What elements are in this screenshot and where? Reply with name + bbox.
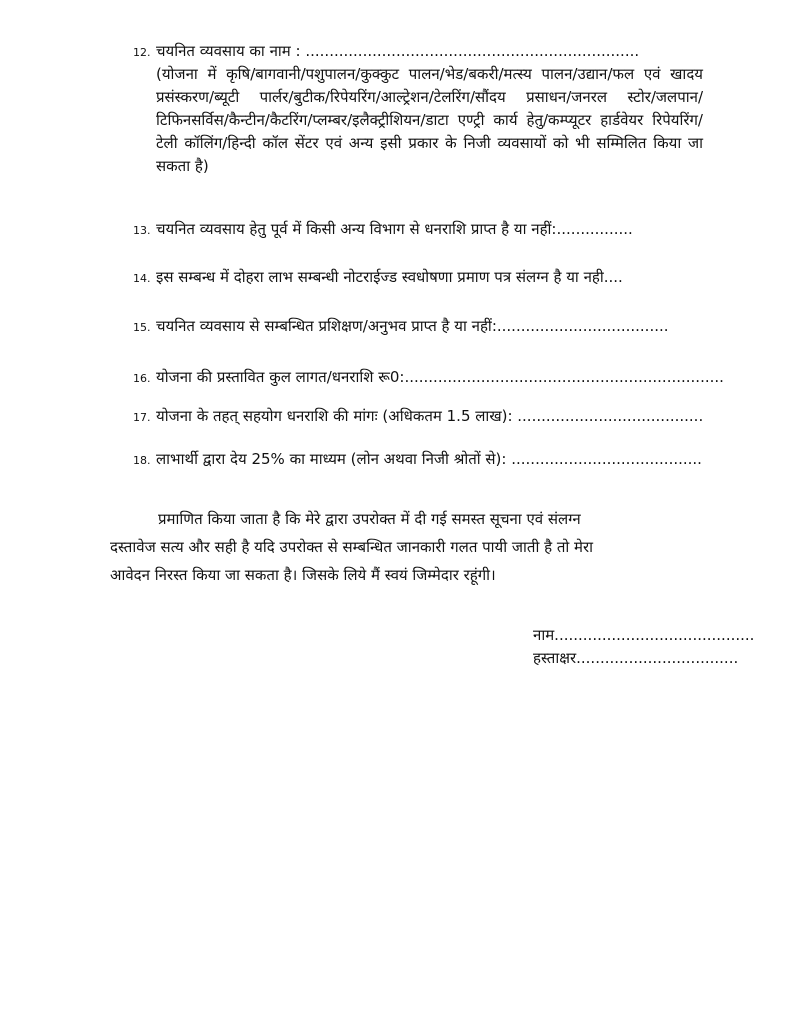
declaration-line: आवेदन निरस्त किया जा सकता है। जिसके लिये मैं स्वयं जिम्मेदार रहूंगी।	[110, 566, 496, 584]
item-number: 16.	[133, 372, 151, 385]
item-text	[156, 40, 703, 178]
declaration-line: प्रमाणित किया जाता है कि मेरे द्वारा उपरोक्त में दी गई समस्त सूचना एवं संलग्न	[158, 510, 581, 528]
item-text: चयनित व्यवसाय से सम्बन्धित प्रशिक्षण/अनुभव प्राप्त है या नहीं:....................................	[156, 317, 669, 335]
declaration-line: दस्तावेज सत्य और सही है यदि उपरोक्त से सम्बन्धित जानकारी गलत पायी जाती है तो मेरा	[110, 538, 594, 556]
declaration-paragraph	[112, 505, 702, 589]
item-number: 14.	[133, 272, 151, 285]
item-12	[133, 40, 703, 200]
item-number: 17.	[133, 411, 151, 424]
item-text: चयनित व्यवसाय हेतु पूर्व में किसी अन्य विभाग से धनराशि प्राप्त है या नहीं:................	[156, 220, 633, 238]
item-text: योजना की प्रस्तावित कुल लागत/धनराशि रू0:...................................................................	[156, 368, 724, 386]
signature-sign-field: हस्ताक्षर..................................	[533, 649, 739, 667]
item-title: चयनित व्यवसाय का नाम : ......................................................................	[156, 42, 640, 60]
item-number: 18.	[133, 454, 151, 467]
item-number: 13.	[133, 224, 151, 237]
item-text: लाभार्थी द्वारा देय 25% का माध्यम (लोन अथवा निजी श्रोतों से): ........................................	[156, 450, 702, 468]
signature-name-field: नाम..........................................	[533, 626, 755, 644]
item-text: योजना के तहत् सहयोग धनराशि की मांगः (अधिकतम 1.5 लाख): .......................................	[156, 407, 704, 425]
item-text: इस सम्बन्ध में दोहरा लाभ सम्बन्धी नोटराईज्ड स्वधोषणा प्रमाण पत्र संलग्न है या नही....	[156, 268, 623, 286]
item-number: 15.	[133, 321, 151, 334]
item-details: (योजना में कृषि/बागवानी/पशुपालन/कुक्कुट पालन/भेड/बकरी/मत्स्य पालन/उद्यान/फल एवं खादय प्रसंस्करण/ब्यूटी पार्लर/बुटीक/रिपेयरिंग/आल्ट्रेशन/टेलरिंग/सौंदय प्रसाधन/जनरल स्टोर/जलपान/टिफिनसर्विस/कैन्टीन/कैटरिंग/प्लम्बर/इलैक्ट्रीशियन/डाटा एण्ट्री कार्य हेतु/कम्प्यूटर हार्डवेयर रिपेयरिंग/टेली कॉलिंग/हिन्दी कॉल सेंटर एवं अन्य इसी प्रकार के निजी व्यवसायों को भी सम्मिलित किया जा सकता है)	[156, 65, 703, 175]
item-number: 12.	[133, 46, 151, 59]
